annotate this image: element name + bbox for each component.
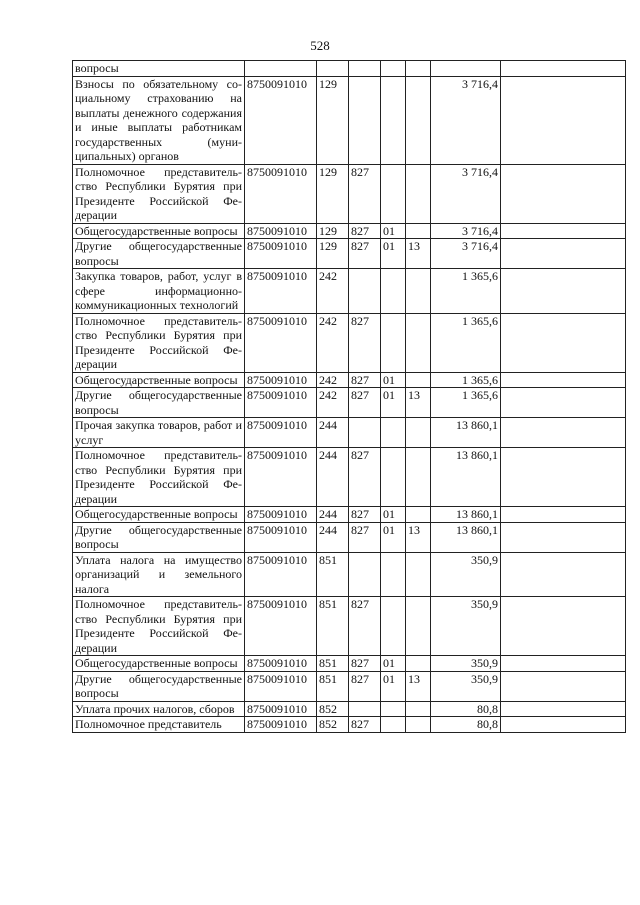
subsection-cell <box>406 448 431 507</box>
section-cell <box>381 701 406 717</box>
ministry-code-cell: 827 <box>349 656 381 672</box>
target-article-cell: 8750091010 <box>245 552 317 597</box>
section-cell: 01 <box>381 507 406 523</box>
subsection-cell <box>406 313 431 372</box>
expense-type-cell: 129 <box>317 76 349 164</box>
expense-name-cell: Взносы по обязательному социальному страхованию на выплаты денежного содержания и иные выплаты работникам государственных (муниципальных) органов <box>73 76 245 164</box>
amount-cell: 1 365,6 <box>431 372 501 388</box>
expense-name-cell: Уплата налога на имущество организаций и земельного налога <box>73 552 245 597</box>
expense-name-cell: Полномочное представительство Республики Бурятия при Президенте Российской Федерации <box>73 597 245 656</box>
ministry-code-cell <box>349 269 381 314</box>
target-article-cell: 8750091010 <box>245 269 317 314</box>
table-row <box>73 269 626 314</box>
subsection-cell: 13 <box>406 388 431 418</box>
table-row <box>73 76 626 164</box>
amount-cell: 80,8 <box>431 717 501 733</box>
subsection-cell <box>406 656 431 672</box>
expense-type-cell: 244 <box>317 448 349 507</box>
section-cell <box>381 76 406 164</box>
amount-cell: 13 860,1 <box>431 522 501 552</box>
table-row <box>73 223 626 239</box>
expense-type-cell: 851 <box>317 656 349 672</box>
expense-name-cell: Уплата прочих налогов, сборов <box>73 701 245 717</box>
section-cell <box>381 552 406 597</box>
target-article-cell: 8750091010 <box>245 223 317 239</box>
page-number: 528 <box>310 38 330 53</box>
section-cell <box>381 269 406 314</box>
section-cell <box>381 164 406 223</box>
empty-cell <box>501 507 626 523</box>
section-cell: 01 <box>381 522 406 552</box>
expense-name-cell: Полномочное представитель <box>73 717 245 733</box>
empty-cell <box>501 552 626 597</box>
expense-name-cell: Общегосударственные вопросы <box>73 372 245 388</box>
empty-cell <box>501 372 626 388</box>
empty-cell <box>501 223 626 239</box>
target-article-cell: 8750091010 <box>245 597 317 656</box>
ministry-code-cell: 827 <box>349 522 381 552</box>
empty-cell <box>501 76 626 164</box>
target-article-cell: 8750091010 <box>245 372 317 388</box>
expense-type-cell: 129 <box>317 164 349 223</box>
target-article-cell: 8750091010 <box>245 507 317 523</box>
subsection-cell <box>406 164 431 223</box>
table-row <box>73 656 626 672</box>
table-row <box>73 164 626 223</box>
table-row <box>73 313 626 372</box>
expense-type-cell: 242 <box>317 313 349 372</box>
empty-cell <box>501 418 626 448</box>
ministry-code-cell: 827 <box>349 388 381 418</box>
ministry-code-cell <box>349 552 381 597</box>
expense-name-cell: Другие общегосударственные вопросы <box>73 239 245 269</box>
subsection-cell <box>406 61 431 77</box>
ministry-code-cell: 827 <box>349 372 381 388</box>
table-row <box>73 61 626 77</box>
section-cell <box>381 717 406 733</box>
expense-name-cell: Полномочное представительство Республики Бурятия при Президенте Российской Федерации <box>73 164 245 223</box>
amount-cell: 1 365,6 <box>431 269 501 314</box>
expense-type-cell: 851 <box>317 671 349 701</box>
expense-name-cell: Прочая закупка товаров, работ и услуг <box>73 418 245 448</box>
subsection-cell <box>406 223 431 239</box>
target-article-cell: 8750091010 <box>245 522 317 552</box>
empty-cell <box>501 671 626 701</box>
table-row <box>73 552 626 597</box>
target-article-cell: 8750091010 <box>245 164 317 223</box>
amount-cell: 13 860,1 <box>431 418 501 448</box>
amount-cell: 3 716,4 <box>431 76 501 164</box>
amount-cell: 13 860,1 <box>431 507 501 523</box>
ministry-code-cell: 827 <box>349 597 381 656</box>
section-cell <box>381 61 406 77</box>
subsection-cell <box>406 717 431 733</box>
section-cell: 01 <box>381 239 406 269</box>
target-article-cell: 8750091010 <box>245 717 317 733</box>
section-cell: 01 <box>381 372 406 388</box>
empty-cell <box>501 448 626 507</box>
expense-type-cell: 244 <box>317 418 349 448</box>
subsection-cell <box>406 76 431 164</box>
section-cell <box>381 597 406 656</box>
ministry-code-cell <box>349 61 381 77</box>
expense-name-cell: Другие общегосударственные вопросы <box>73 522 245 552</box>
expense-name-cell: Другие общегосударственные вопросы <box>73 388 245 418</box>
expense-type-cell: 244 <box>317 522 349 552</box>
target-article-cell: 8750091010 <box>245 448 317 507</box>
target-article-cell: 8750091010 <box>245 313 317 372</box>
ministry-code-cell: 827 <box>349 239 381 269</box>
table-row <box>73 507 626 523</box>
empty-cell <box>501 656 626 672</box>
ministry-code-cell <box>349 701 381 717</box>
empty-cell <box>501 61 626 77</box>
amount-cell: 1 365,6 <box>431 313 501 372</box>
table-row <box>73 239 626 269</box>
amount-cell: 3 716,4 <box>431 239 501 269</box>
ministry-code-cell: 827 <box>349 448 381 507</box>
empty-cell <box>501 717 626 733</box>
subsection-cell: 13 <box>406 671 431 701</box>
amount-cell: 350,9 <box>431 597 501 656</box>
target-article-cell: 8750091010 <box>245 418 317 448</box>
empty-cell <box>501 597 626 656</box>
subsection-cell <box>406 418 431 448</box>
target-article-cell: 8750091010 <box>245 656 317 672</box>
subsection-cell <box>406 269 431 314</box>
expense-name-cell: Общегосударственные вопросы <box>73 223 245 239</box>
table-row <box>73 597 626 656</box>
subsection-cell: 13 <box>406 239 431 269</box>
ministry-code-cell: 827 <box>349 164 381 223</box>
expense-type-cell: 129 <box>317 223 349 239</box>
section-cell: 01 <box>381 223 406 239</box>
empty-cell <box>501 313 626 372</box>
section-cell: 01 <box>381 671 406 701</box>
empty-cell <box>501 522 626 552</box>
table-row <box>73 388 626 418</box>
table-row <box>73 701 626 717</box>
empty-cell <box>501 388 626 418</box>
expense-name-cell: Другие общегосударственные вопросы <box>73 671 245 701</box>
amount-cell: 350,9 <box>431 552 501 597</box>
ministry-code-cell <box>349 76 381 164</box>
section-cell <box>381 313 406 372</box>
expense-type-cell: 242 <box>317 269 349 314</box>
empty-cell <box>501 164 626 223</box>
ministry-code-cell: 827 <box>349 223 381 239</box>
section-cell <box>381 418 406 448</box>
target-article-cell: 8750091010 <box>245 671 317 701</box>
expense-name-cell: Общегосударственные вопросы <box>73 507 245 523</box>
expense-type-cell: 129 <box>317 239 349 269</box>
table-row <box>73 372 626 388</box>
target-article-cell: 8750091010 <box>245 388 317 418</box>
amount-cell: 350,9 <box>431 656 501 672</box>
target-article-cell: 8750091010 <box>245 76 317 164</box>
subsection-cell <box>406 701 431 717</box>
subsection-cell <box>406 372 431 388</box>
expense-type-cell: 852 <box>317 701 349 717</box>
empty-cell <box>501 701 626 717</box>
ministry-code-cell: 827 <box>349 717 381 733</box>
expense-type-cell: 851 <box>317 552 349 597</box>
ministry-code-cell: 827 <box>349 313 381 372</box>
subsection-cell <box>406 552 431 597</box>
amount-cell: 13 860,1 <box>431 448 501 507</box>
table-row <box>73 418 626 448</box>
target-article-cell: 8750091010 <box>245 239 317 269</box>
amount-cell: 350,9 <box>431 671 501 701</box>
amount-cell: 3 716,4 <box>431 164 501 223</box>
amount-cell: 80,8 <box>431 701 501 717</box>
ministry-code-cell <box>349 418 381 448</box>
table-row <box>73 522 626 552</box>
subsection-cell <box>406 507 431 523</box>
expense-name-cell: Полномочное представительство Республики Бурятия при Президенте Российской Федерации <box>73 448 245 507</box>
empty-cell <box>501 269 626 314</box>
table-body <box>73 61 626 733</box>
section-cell <box>381 448 406 507</box>
section-cell: 01 <box>381 656 406 672</box>
expense-name-cell: вопросы <box>73 61 245 77</box>
section-cell: 01 <box>381 388 406 418</box>
expense-name-cell: Полномочное представительство Республики Бурятия при Президенте Российской Федерации <box>73 313 245 372</box>
subsection-cell: 13 <box>406 522 431 552</box>
expense-type-cell: 242 <box>317 372 349 388</box>
amount-cell: 1 365,6 <box>431 388 501 418</box>
budget-table <box>72 60 626 733</box>
table-row <box>73 717 626 733</box>
expense-type-cell <box>317 61 349 77</box>
target-article-cell <box>245 61 317 77</box>
table-row <box>73 671 626 701</box>
amount-cell: 3 716,4 <box>431 223 501 239</box>
ministry-code-cell: 827 <box>349 507 381 523</box>
ministry-code-cell: 827 <box>349 671 381 701</box>
expense-name-cell: Закупка товаров, работ, услуг в сфере информационно-коммуникационных технологий <box>73 269 245 314</box>
expense-type-cell: 242 <box>317 388 349 418</box>
target-article-cell: 8750091010 <box>245 701 317 717</box>
expense-type-cell: 244 <box>317 507 349 523</box>
table-row <box>73 448 626 507</box>
amount-cell <box>431 61 501 77</box>
expense-name-cell: Общегосударственные вопросы <box>73 656 245 672</box>
expense-type-cell: 852 <box>317 717 349 733</box>
expense-type-cell: 851 <box>317 597 349 656</box>
subsection-cell <box>406 597 431 656</box>
empty-cell <box>501 239 626 269</box>
